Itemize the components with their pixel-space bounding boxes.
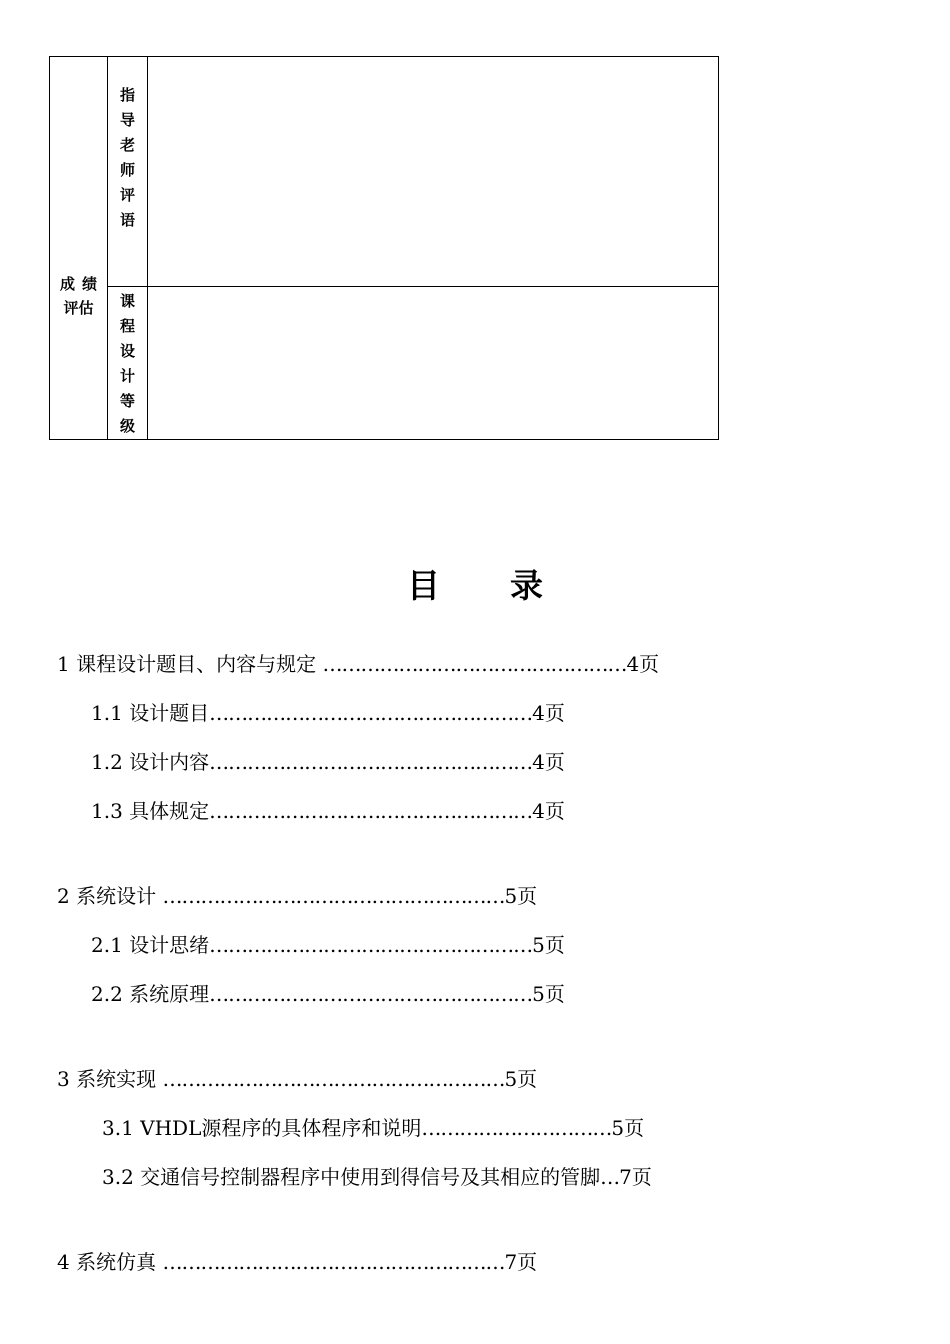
toc-entry-1-2[interactable]: 1.2 设计内容……………………………………………4页 <box>91 750 565 774</box>
teacher-comment-label: 指 导 老 师 评 语 <box>108 57 148 287</box>
grade-evaluation-label: 成绩 评估 <box>50 57 108 440</box>
toc-entry-2[interactable]: 2 系统设计 ………………………………………………5页 <box>57 884 538 908</box>
course-grade-field[interactable] <box>148 287 719 440</box>
toc-entry-3-2[interactable]: 3.2 交通信号控制器程序中使用到得信号及其相应的管脚…7页 <box>102 1165 652 1189</box>
course-grade-label: 课 程 设 计 等 级 <box>108 287 148 440</box>
toc-entry-4[interactable]: 4 系统仿真 ………………………………………………7页 <box>57 1250 538 1274</box>
evaluation-table <box>49 56 719 440</box>
toc-entry-2-1[interactable]: 2.1 设计思绪……………………………………………5页 <box>91 933 565 957</box>
toc-entry-3[interactable]: 3 系统实现 ………………………………………………5页 <box>57 1067 538 1091</box>
toc-entry-1-3[interactable]: 1.3 具体规定……………………………………………4页 <box>91 799 565 823</box>
toc-entry-1[interactable]: 1 课程设计题目、内容与规定 …………………………………………4页 <box>57 652 660 676</box>
toc-entry-3-1[interactable]: 3.1 VHDL源程序的具体程序和说明…………………………5页 <box>102 1116 645 1140</box>
toc-title: 目 录 <box>407 566 543 605</box>
toc-entry-1-1[interactable]: 1.1 设计题目……………………………………………4页 <box>91 701 565 725</box>
toc-entry-2-2[interactable]: 2.2 系统原理……………………………………………5页 <box>91 982 565 1006</box>
teacher-comment-field[interactable] <box>148 57 719 287</box>
